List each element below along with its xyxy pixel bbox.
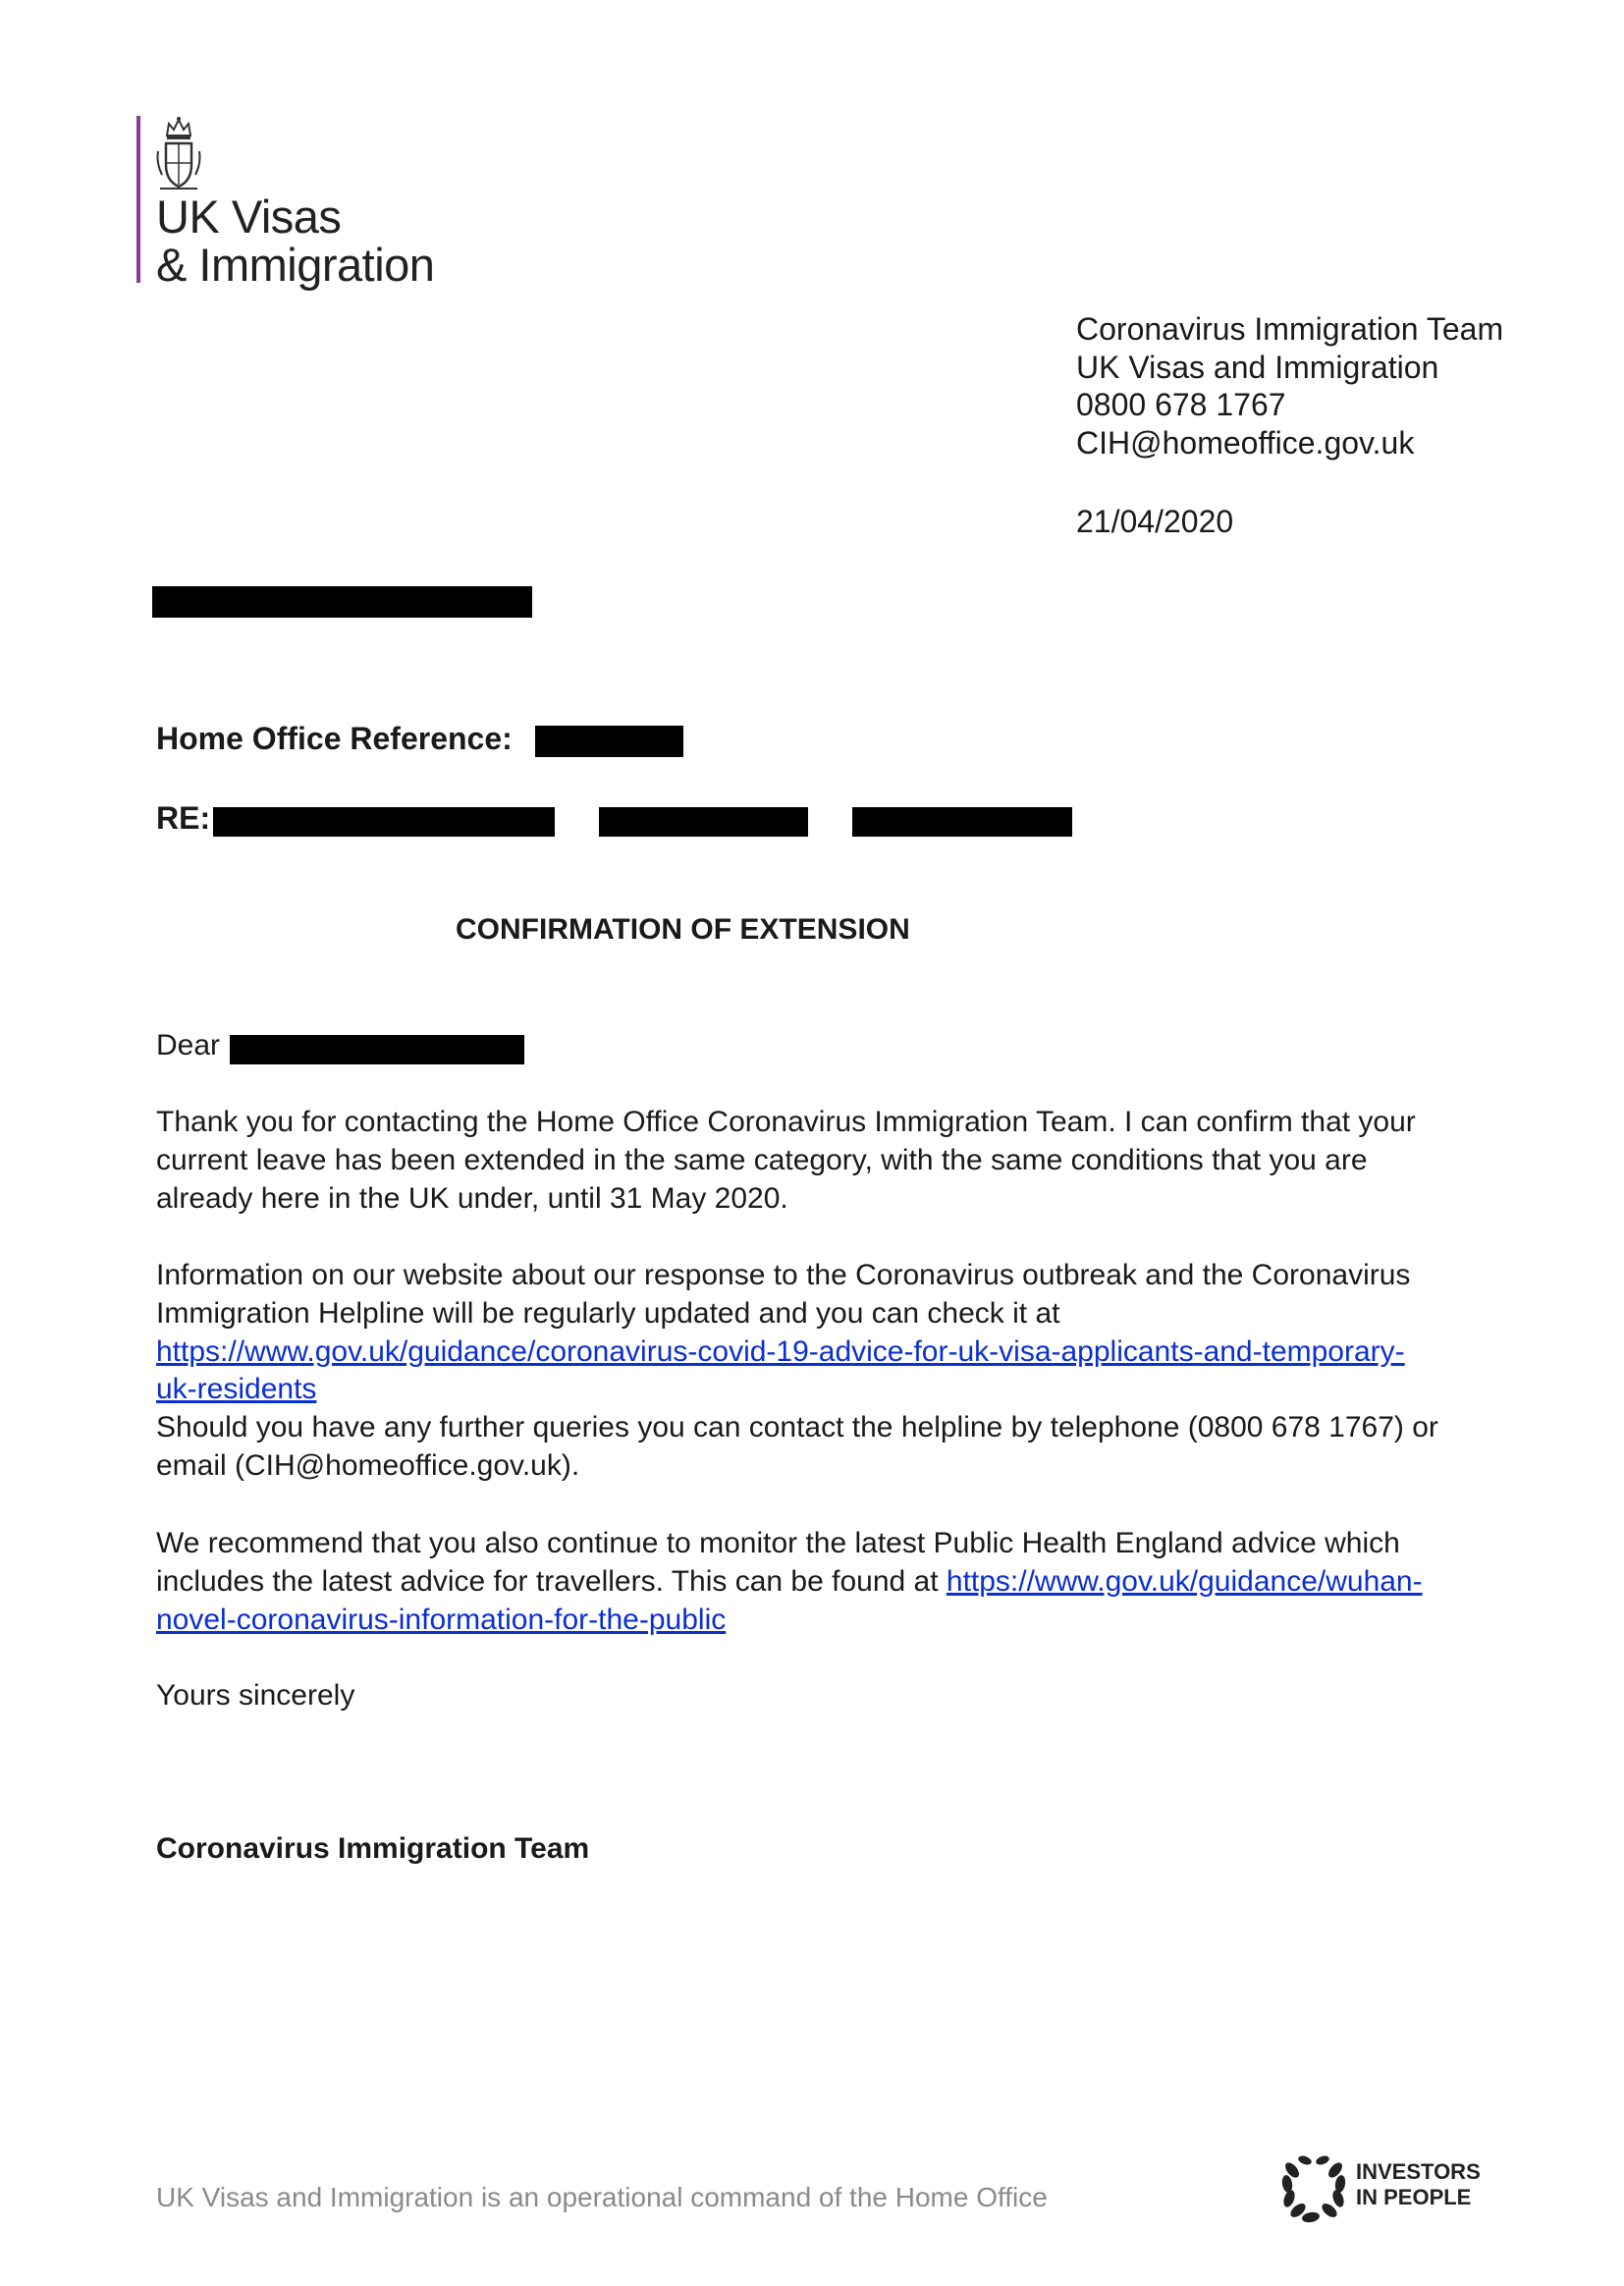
letter-heading: CONFIRMATION OF EXTENSION [456,913,910,946]
paragraph-line-text: includes the latest advice for travellers. This can be found at [156,1564,947,1598]
paragraph-line: Information on our website about our response to the Coronavirus outbreak and the Coronavirus [156,1259,1411,1291]
body-paragraph-2 [156,1257,1531,1486]
paragraph-line: Should you have any further queries you can contact the helpline by telephone (0800 678 1767) or [156,1411,1438,1444]
covid-guidance-link[interactable]: https://www.gov.uk/guidance/coronavirus-covid-19-advice-for-uk-visa-applicants-and-temporary- [156,1334,1405,1368]
redacted-re-field-2 [599,807,808,837]
sender-team: Coronavirus Immigration Team [1076,311,1504,347]
logo-text-line1: UK Visas [156,190,342,243]
paragraph-line: already here in the UK under, until 31 May 2020. [156,1181,788,1215]
iip-line2: IN PEOPLE [1356,2185,1472,2209]
home-office-reference-label: Home Office Reference: [156,721,513,756]
iip-line1: INVESTORS [1356,2159,1481,2184]
paragraph-line: Thank you for contacting the Home Office Coronavirus Immigration Team. I can confirm that your [156,1106,1416,1138]
phe-advice-link[interactable]: https://www.gov.uk/guidance/wuhan- [946,1564,1423,1598]
laurel-wreath-icon [1278,2150,1349,2225]
body-paragraph-1 [156,1104,1531,1218]
covid-guidance-link-continued[interactable]: uk-residents [156,1373,317,1406]
re-label: RE: [156,800,211,836]
phe-advice-link-continued[interactable]: novel-coronavirus-information-for-the-public [156,1603,727,1636]
sender-phone: 0800 678 1767 [1076,387,1286,422]
investors-in-people-logo-text [1356,2159,1481,2210]
redacted-recipient-name [152,586,532,618]
redacted-salutation-name [230,1035,524,1064]
royal-crest-icon [154,116,203,192]
redacted-re-field-3 [852,807,1072,837]
logo-accent-bar [136,116,140,283]
sender-organisation: UK Visas and Immigration [1076,349,1439,385]
paragraph-line: We recommend that you also continue to monitor the latest Public Health England advice which [156,1527,1400,1559]
signature-team: Coronavirus Immigration Team [156,1832,590,1865]
sender-email: CIH@homeoffice.gov.uk [1076,424,1415,461]
body-paragraph-3 [156,1525,1531,1639]
letter-date: 21/04/2020 [1076,504,1234,539]
paragraph-line: email (CIH@homeoffice.gov.uk). [156,1448,580,1482]
redacted-re-field-1 [213,807,555,837]
footer-text: UK Visas and Immigration is an operational command of the Home Office [156,2182,1048,2212]
paragraph-line: Immigration Helpline will be regularly updated and you can check it at [156,1296,1060,1330]
paragraph-line: current leave has been extended in the same category, with the same conditions that you are [156,1143,1368,1176]
redacted-reference-number [535,726,683,757]
salutation: Dear [156,1029,221,1061]
closing-phrase: Yours sincerely [156,1679,355,1712]
sender-address-block [1076,310,1503,462]
logo-text-line2: & Immigration [156,239,435,291]
